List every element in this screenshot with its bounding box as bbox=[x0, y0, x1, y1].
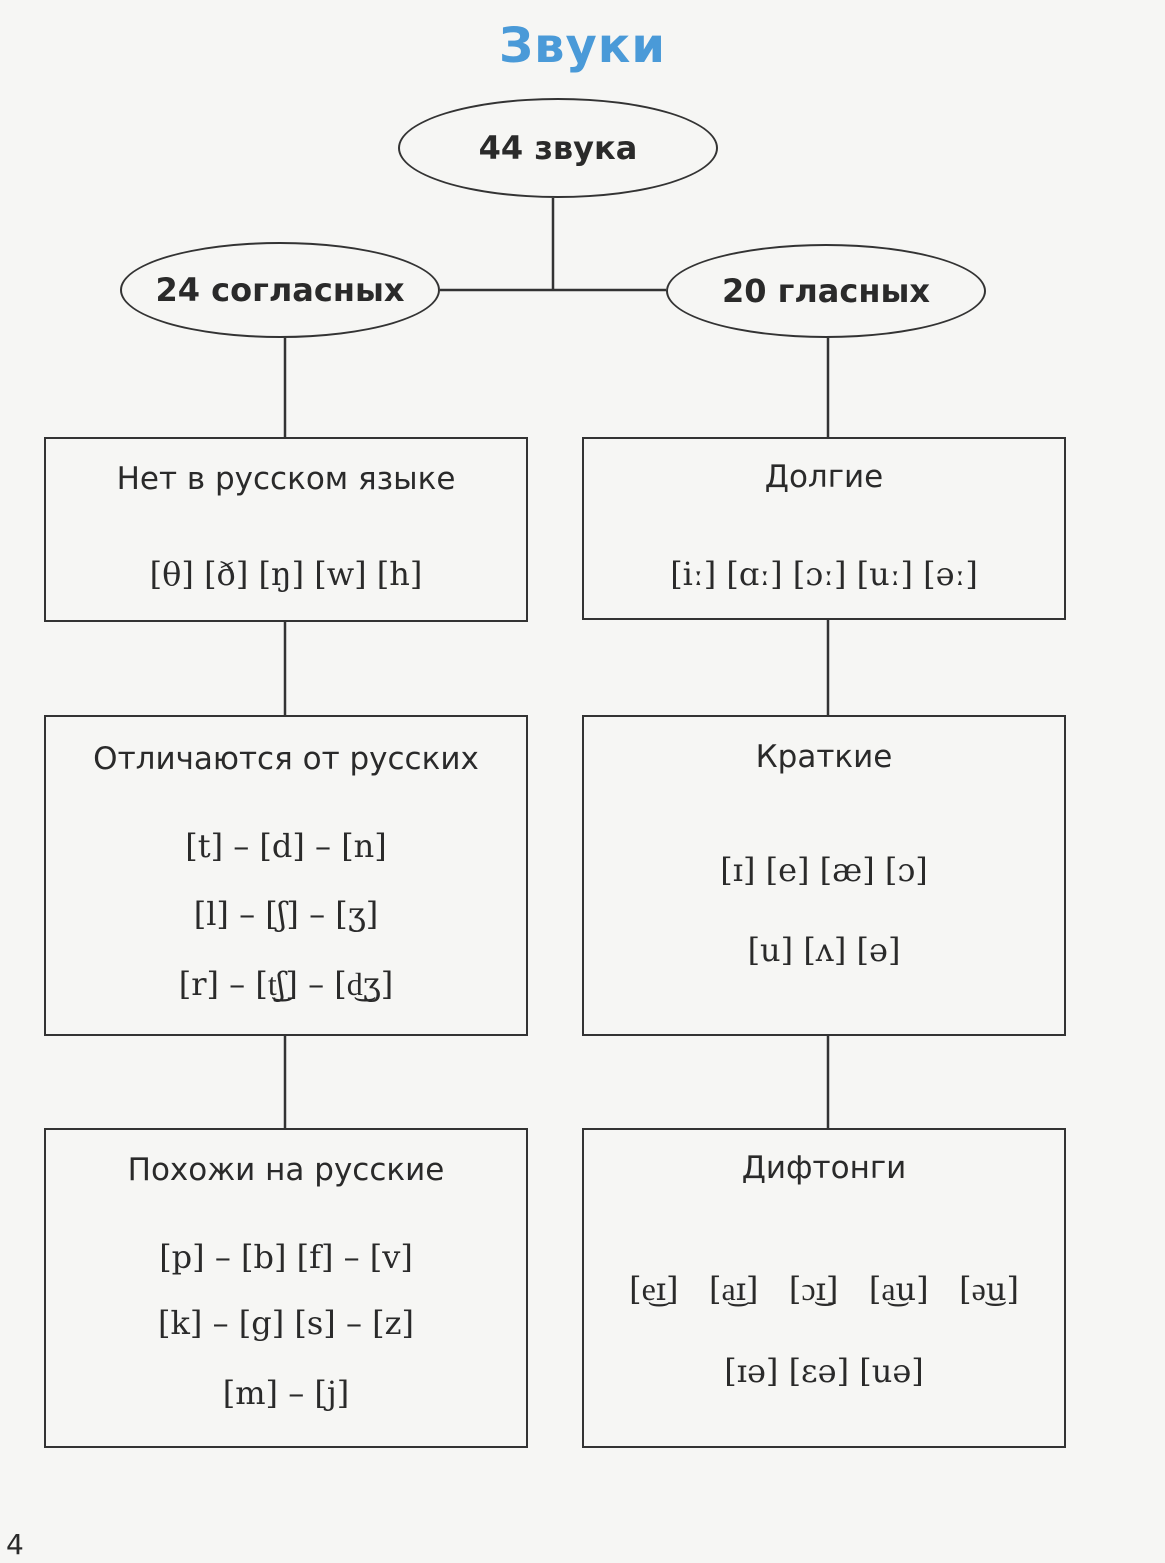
symbol-line: [θ] [ð] [ŋ] [w] [h] bbox=[149, 555, 423, 593]
symbol-line: [m] – [j] bbox=[222, 1374, 350, 1412]
symbol-line: [k] – [g] [s] – [z] bbox=[158, 1304, 414, 1342]
box-not-in-russian bbox=[44, 437, 528, 622]
box-title-not-in-russian: Нет в русском языке bbox=[116, 461, 456, 497]
symbol-line: [ɪ] [e] [æ] [ɔ] bbox=[720, 851, 928, 889]
symbol-line: [r] – [t͜ʃ] – [d͜ʒ] bbox=[178, 965, 394, 1003]
symbol-line: [p] – [b] [f] – [v] bbox=[159, 1238, 413, 1276]
box-short bbox=[582, 715, 1066, 1036]
box-title-differ-from-russian: Отличаются от русских bbox=[93, 741, 479, 777]
box-diphthongs bbox=[582, 1128, 1066, 1448]
symbol-line: [u] [ʌ] [ə] bbox=[747, 931, 901, 969]
box-title-diphthongs: Дифтонги bbox=[741, 1150, 907, 1186]
symbol-line: [t] – [d] – [n] bbox=[185, 827, 387, 865]
box-title-short: Краткие bbox=[755, 739, 893, 775]
page-title: Звуки bbox=[499, 18, 666, 74]
page-number: 4 bbox=[6, 1528, 24, 1561]
symbol-line: [ɪə] [ɛə] [uə] bbox=[724, 1352, 924, 1390]
vowels-label: 20 гласных bbox=[721, 272, 931, 310]
consonants-label: 24 согласных bbox=[155, 271, 405, 309]
box-title-long: Долгие bbox=[764, 459, 884, 495]
box-long bbox=[582, 437, 1066, 620]
consonants-oval bbox=[120, 242, 440, 338]
box-title-similar-to-russian: Похожи на русские bbox=[127, 1152, 445, 1188]
symbol-line: [iː] [ɑː] [ɔː] [uː] [əː] bbox=[670, 555, 978, 593]
root-label: 44 звука bbox=[478, 129, 638, 167]
vowels-oval bbox=[666, 244, 986, 338]
root-oval bbox=[398, 98, 718, 198]
symbol-line: [e͜ɪ] [a͜ɪ] [ɔ͜ɪ] [a͜u] [ə͜u] bbox=[629, 1270, 1019, 1308]
box-differ-from-russian bbox=[44, 715, 528, 1036]
box-similar-to-russian bbox=[44, 1128, 528, 1448]
symbol-line: [l] – [ʃ] – [ʒ] bbox=[193, 895, 379, 933]
